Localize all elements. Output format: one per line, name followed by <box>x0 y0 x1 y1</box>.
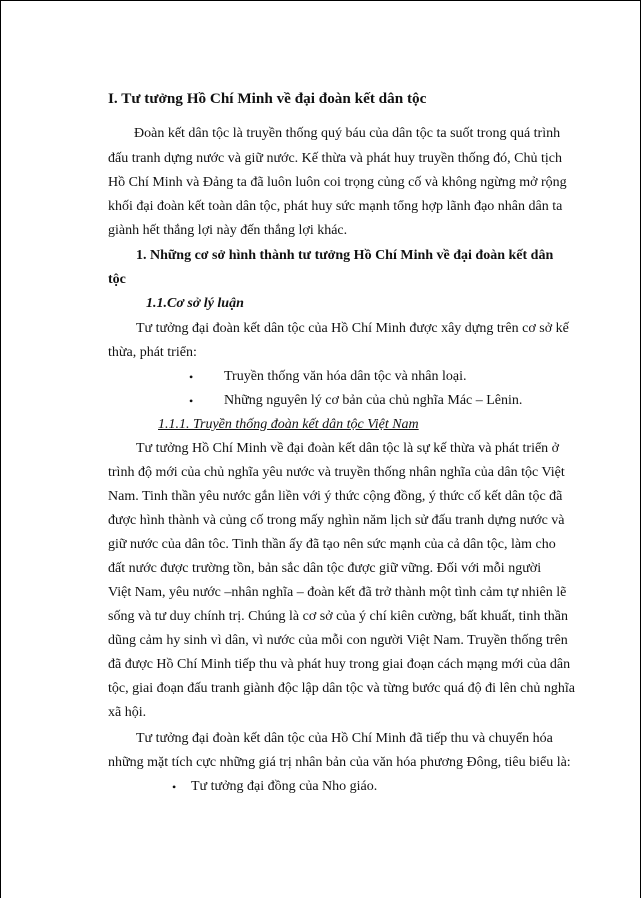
subsection-title: 1. Những cơ sở hình thành tư tưởng Hồ Chí Minh về đại đoàn kết dân <box>136 248 554 263</box>
paragraph-line: thừa, phát triển: <box>108 345 197 360</box>
paragraph-line: dũng cảm hy sinh vì dân, vì nước của mỗi con người Việt Nam. Truyền thống trên <box>108 633 568 648</box>
paragraph-line: xã hội. <box>108 705 147 720</box>
intro-line: đấu tranh dựng nước và giữ nước. Kế thừa và phát huy truyền thống đó, Chủ tịch <box>108 151 562 166</box>
subsection-1-1-1-title: 1.1.1. Truyền thống đoàn kết dân tộc Việt Nam <box>158 417 419 432</box>
paragraph-line: đất nước được trường tồn, bản sắc dân tộc được giữ vững. Đối với mỗi người <box>108 561 542 576</box>
paragraph-line: Tư tưởng Hồ Chí Minh về đại đoàn kết dân tộc là sự kế thừa và phát triển ở <box>136 441 560 456</box>
intro-line: Đoàn kết dân tộc là truyền thống quý báu của dân tộc ta suốt trong quá trình <box>134 126 561 141</box>
paragraph-line: trình độ mới của chủ nghĩa yêu nước và truyền thống nhân nghĩa của dân tộc Việt <box>108 465 565 480</box>
paragraph-line: Tư tưởng đại đoàn kết dân tộc của Hồ Chí Minh được xây dựng trên cơ sở kế <box>136 321 569 336</box>
section-title: I. Tư tưởng Hồ Chí Minh về đại đoàn kết dân tộc <box>108 90 427 107</box>
paragraph-line: được hình thành và củng cố trong mấy nghìn năm lịch sử đấu tranh dựng nước và <box>108 513 565 528</box>
paragraph-line: giữ nước của dân tôc. Tinh thần ấy đã tạo nên sức mạnh của cả dân tộc, làm cho <box>108 537 556 552</box>
bullet-icon: • <box>172 780 177 794</box>
subsection-title: tộc <box>108 272 126 287</box>
intro-line: Hồ Chí Minh và Đảng ta đã luôn luôn coi trọng củng cố và không ngừng mở rộng <box>108 175 567 190</box>
paragraph-line: Nam. Tinh thần yêu nước gắn liền với ý thức cộng đồng, ý thức cố kết dân tộc đã <box>108 489 563 504</box>
intro-line: khối đại đoàn kết toàn dân tộc, phát huy sức mạnh tổng hợp lãnh đạo nhân dân ta <box>108 199 563 214</box>
paragraph-line: những mặt tích cực những giá trị nhân bản của văn hóa phương Đông, tiêu biểu là: <box>108 755 571 770</box>
subsection-1-1-title: 1.1.Cơ sở lý luận <box>146 296 244 311</box>
bullet-item: Tư tưởng đại đồng của Nho giáo. <box>191 779 378 794</box>
bullet-item: Truyền thống văn hóa dân tộc và nhân loại. <box>224 369 467 384</box>
paragraph-line: đã được Hồ Chí Minh tiếp thu và phát huy trong giai đoạn cách mạng mới của dân <box>108 657 571 672</box>
bullet-icon: • <box>189 394 194 408</box>
paragraph-line: Tư tưởng đại đoàn kết dân tộc của Hồ Chí Minh đã tiếp thu và chuyển hóa <box>136 731 553 746</box>
bullet-item: Những nguyên lý cơ bản của chủ nghĩa Mác – Lênin. <box>224 393 523 408</box>
paragraph-line: sống và tư duy chính trị. Chúng là cơ sở của ý chí kiên cường, bất khuất, tinh thần <box>108 609 569 624</box>
paragraph-line: Việt Nam, yêu nước –nhân nghĩa – đoàn kết đã trở thành một tình cảm tự nhiên lẽ <box>108 585 567 600</box>
intro-line: giành hết thắng lợi này đến thắng lợi khác. <box>108 223 348 238</box>
paragraph-line: tộc, giai đoạn đấu tranh giành độc lập dân tộc và từng bước quá độ đi lên chủ nghĩa <box>108 681 575 696</box>
bullet-icon: • <box>189 370 194 384</box>
